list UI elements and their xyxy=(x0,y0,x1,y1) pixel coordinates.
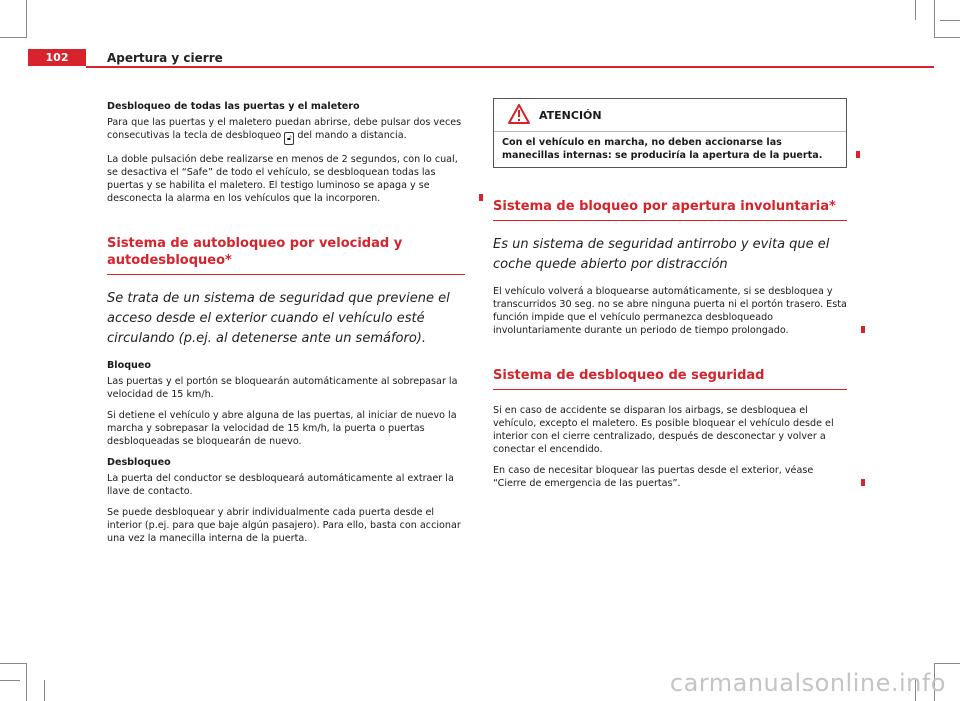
unlock-all-heading: Desbloqueo de todas las puertas y el maletero xyxy=(107,101,360,112)
safety-unlock-section-title: Sistema de desbloqueo de seguridad xyxy=(493,367,847,390)
left-column xyxy=(107,100,465,553)
page-number: 102 xyxy=(28,49,86,66)
crop-mark xyxy=(0,37,26,38)
involuntary-section-title: Sistema de bloqueo por apertura involuntaria* xyxy=(493,198,847,221)
section-end-mark xyxy=(479,194,483,201)
warning-box xyxy=(493,98,847,168)
unlock-heading: Desbloqueo xyxy=(107,457,171,468)
unlock-all-paragraph-1: Para que las puertas y el maletero puedan abrirse, debe pulsar dos veces consecutivas la tecla de desbloqueo 🔓︎ del mando a distancia. xyxy=(107,116,465,145)
section-end-mark xyxy=(861,479,865,486)
section-end-mark xyxy=(861,326,865,333)
crop-mark xyxy=(915,0,916,20)
warning-title: ATENCIÓN xyxy=(539,109,602,122)
involuntary-lead: Es un sistema de seguridad antirrobo y evita que el coche quede abierto por distracción xyxy=(493,237,830,272)
lock-paragraph-1: Las puertas y el portón se bloquearán automáticamente al sobrepasar la velocidad de 15 km/h. xyxy=(107,376,458,400)
crop-mark xyxy=(44,680,45,701)
unlock-key-icon: 🔓︎ xyxy=(284,132,294,145)
involuntary-paragraph-1: El vehículo volverá a bloquearse automáticamente, si se desbloquea y transcurridos 30 seg. no se abre ninguna puerta ni el portón trasero. Esta función impide que el vehículo permanezca desbloqueado involuntariamente durante un periodo de tiempo prolongado. xyxy=(493,285,847,337)
page-title: Apertura y cierre xyxy=(107,51,223,65)
crop-mark xyxy=(940,20,960,21)
crop-mark xyxy=(934,663,960,664)
safety-unlock-paragraph-2: En caso de necesitar bloquear las puertas desde el exterior, véase “Cierre de emergencia de las puertas”. xyxy=(493,464,847,490)
warning-body: Con el vehículo en marcha, no deben accionarse las manecillas internas: se produciría la apertura de la puerta. xyxy=(494,132,846,167)
unlock-paragraph-1: La puerta del conductor se desbloqueará automáticamente al extraer la llave de contacto. xyxy=(107,473,454,497)
crop-mark xyxy=(934,0,935,38)
unlock-paragraph-2: Se puede desbloquear y abrir individualmente cada puerta desde el interior (p.ej. para que baje algún pasajero). Para ello, basta con accionar una vez la manecilla interna de la puerta. xyxy=(107,507,461,544)
watermark: carmanualsonline.info xyxy=(669,669,946,697)
header-rule xyxy=(86,66,934,68)
unlock-all-paragraph-2: La doble pulsación debe realizarse en menos de 2 segundos, con lo cual, se desactiva el “Safe” de todo el vehículo, se desbloquean todas las puertas y se habilita el maletero. El testigo luminoso se apaga y se desconecta la alarma en los vehículos que la incorporen. xyxy=(107,153,465,205)
section-end-mark xyxy=(856,151,860,158)
warning-header xyxy=(494,99,846,132)
lock-paragraph-2: Si detiene el vehículo y abre alguna de las puertas, al iniciar de nuevo la marcha y sobrepasar la velocidad de 15 km/h, la puerta o puertas desbloqueadas se bloquearán de nuevo. xyxy=(107,410,457,447)
crop-mark xyxy=(0,663,26,664)
crop-mark xyxy=(0,680,20,681)
autolock-lead: Se trata de un sistema de seguridad que previene el acceso desde el exterior cuando el vehículo esté circulando (p.ej. al detenerse ante un semáforo). xyxy=(107,291,450,346)
autolock-section-title: Sistema de autobloqueo por velocidad y autodesbloqueo* xyxy=(107,235,465,275)
safety-unlock-paragraph-1: Si en caso de accidente se disparan los airbags, se desbloquea el vehículo, excepto el maletero. Es posible bloquear el vehículo desde el interior con el cierre centralizado, después de desconectar y volver a conectar el encendido. xyxy=(493,405,834,455)
lock-heading: Bloqueo xyxy=(107,360,151,371)
crop-mark xyxy=(26,663,27,701)
crop-mark xyxy=(26,0,27,38)
right-column xyxy=(493,98,847,498)
warning-triangle-icon xyxy=(508,104,530,124)
crop-mark xyxy=(934,37,960,38)
